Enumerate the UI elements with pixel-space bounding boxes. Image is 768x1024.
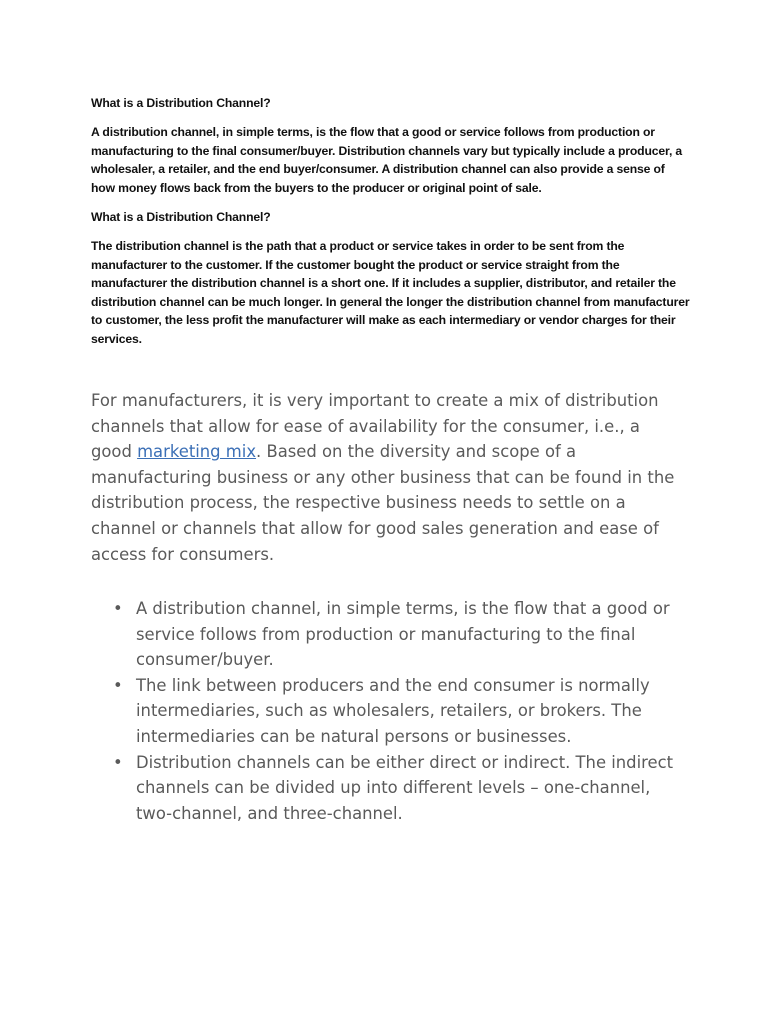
bullet-item <box>91 750 681 827</box>
bullet-text: The link between producers and the end consumer is normally intermediaries, such as wholesalers, retailers, or brokers. The intermediaries can be natural persons or businesses. <box>136 675 650 746</box>
bullet-dot-icon: • <box>113 675 123 695</box>
section-2-heading: What is a Distribution Channel? <box>91 210 271 224</box>
bullet-text: Distribution channels can be either direct or indirect. The indirect channels can be divided up into different levels – one-channel, two-channel, and three-channel. <box>136 752 674 823</box>
bullet-item <box>91 673 681 750</box>
section-2-body: The distribution channel is the path that a product or service takes in order to be sent from the manufacturer to the customer. If the customer bought the product or service straight from the manufacturer the distribution channel is a short one. If it includes a supplier, distributor, and retailer the distribution channel can be much longer. In general the longer the distribution channel from manufacturer to customer, the less profit the manufacturer will make as each intermediary or vendor charges for their services. <box>91 239 690 346</box>
bullet-text: A distribution channel, in simple terms, is the flow that a good or service follows from production or manufacturing to the final consumer/buyer. <box>136 599 670 670</box>
bullet-dot-icon: • <box>113 599 123 618</box>
bullet-item <box>91 596 681 673</box>
section-1-body: A distribution channel, in simple terms, is the flow that a good or service follows from production or manufacturing to the final consumer/buyer. Distribution channels vary but typically include a producer, a wholesaler, a retailer, and the end buyer/consumer. A distribution channel can also provide a sense of how money flows back from the buyers to the producer or original point of sale. <box>91 125 683 195</box>
marketing-mix-link[interactable]: marketing mix <box>137 442 257 462</box>
paragraph-text-after-link: . Based on the diversity and scope of a manufacturing business or any other business that can be found in the distribution process, the respective business needs to settle on a channel or channels that allow for good sales generation and ease of access for consumers. <box>91 442 675 564</box>
bullet-list <box>91 596 681 826</box>
section-1-heading: What is a Distribution Channel? <box>91 96 271 110</box>
paragraph-text-before-link: For manufacturers, it is very important to create a mix of distribution channels that allow for ease of availability for the consumer, i.e., a good <box>91 391 659 462</box>
bullet-dot-icon: • <box>113 752 123 772</box>
manufacturers-paragraph <box>91 388 681 567</box>
